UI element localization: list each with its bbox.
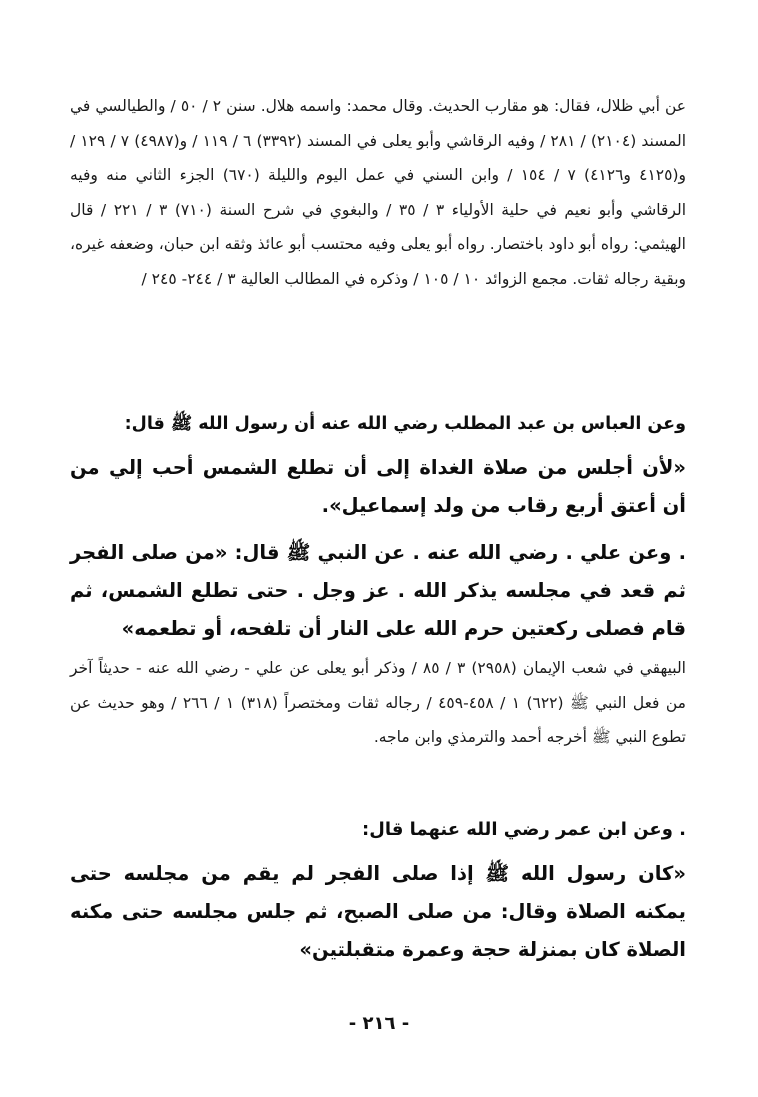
hadith-intro-abbas: وعن العباس بن عبد المطلب رضي الله عنه أن رسول الله ﷺ قال: bbox=[124, 414, 686, 434]
hadith-text-ibn-umar: «كان رسول الله ﷺ إذا صلى الفجر لم يقم من مجلسه حتى يمكنه الصلاة وقال: من صلى الصبح، ثم جلس مجلسه حتى مكنه الصلاة كان بمنزلة حجة وعمرة متقبلتين» bbox=[70, 862, 686, 961]
footnote-paragraph-1: عن أبي ظلال، فقال: هو مقارب الحديث. وقال محمد: واسمه هلال. سنن ٢ / ٥٠ / والطيالسي في المسند (٢١٠٤) / ٢٨١ / وفيه الرقاشي وأبو يعلى في المسند (٣٣٩٢) ٦ / ١١٩ / و(٤٩٨٧) ٧ / ١٢٩ / و(٤١٢٥ و٤١٢٦) ٧ / ١٥٤ / وابن السني في عمل اليوم والليلة (٦٧٠) الجزء الثاني منه وفيه الرقاشي وأبو نعيم في حلية الأولياء ٣ / ٣٥ / والبغوي في شرح السنة (٧١٠) ٣ / ٢٢١ / قال الهيثمي: رواه أبو داود باختصار. رواه أبو يعلى وفيه محتسب أبو عائذ وثقه ابن حبان، وضعفه غيره، وبقية رجاله ثقات. مجمع الزوائد ١٠ / ١٠٥ / وذكره في المطالب العالية ٣ / ٢٤٤- ٢٤٥ / bbox=[70, 97, 687, 288]
page-number: - ٢١٦ - bbox=[348, 1013, 410, 1034]
hadith-ali-paragraph: . وعن علي . رضي الله عنه . عن النبي ﷺ قال: «من صلى الفجر ثم قعد في مجلسه يذكر الله . عز وجل . حتى تطلع الشمس، ثم قام فصلى ركعتين حرم الله على النار أن تلفحه، أو تطعمه» bbox=[70, 541, 686, 640]
footnote-paragraph-2: البيهقي في شعب الإيمان (٢٩٥٨) ٣ / ٨٥ / وذكر أبو يعلى عن علي - رضي الله عنه - حديثاً آخر من فعل النبي ﷺ (٦٢٢) ١ / ٤٥٨-٤٥٩ / رجاله ثقات ومختصراً (٣١٨) ١ / ٢٦٦ / وهو حديث عن تطوع النبي ﷺ أخرجه أحمد والترمذي وابن ماجه. bbox=[70, 659, 686, 746]
hadith-intro-ibn-umar: . وعن ابن عمر رضي الله عنهما قال: bbox=[362, 819, 686, 840]
hadith-text-abbas: «لأن أجلس من صلاة الغداة إلى أن تطلع الشمس أحب إلي من أن أعتق أربع رقاب من ولد إسماعيل». bbox=[70, 456, 686, 517]
